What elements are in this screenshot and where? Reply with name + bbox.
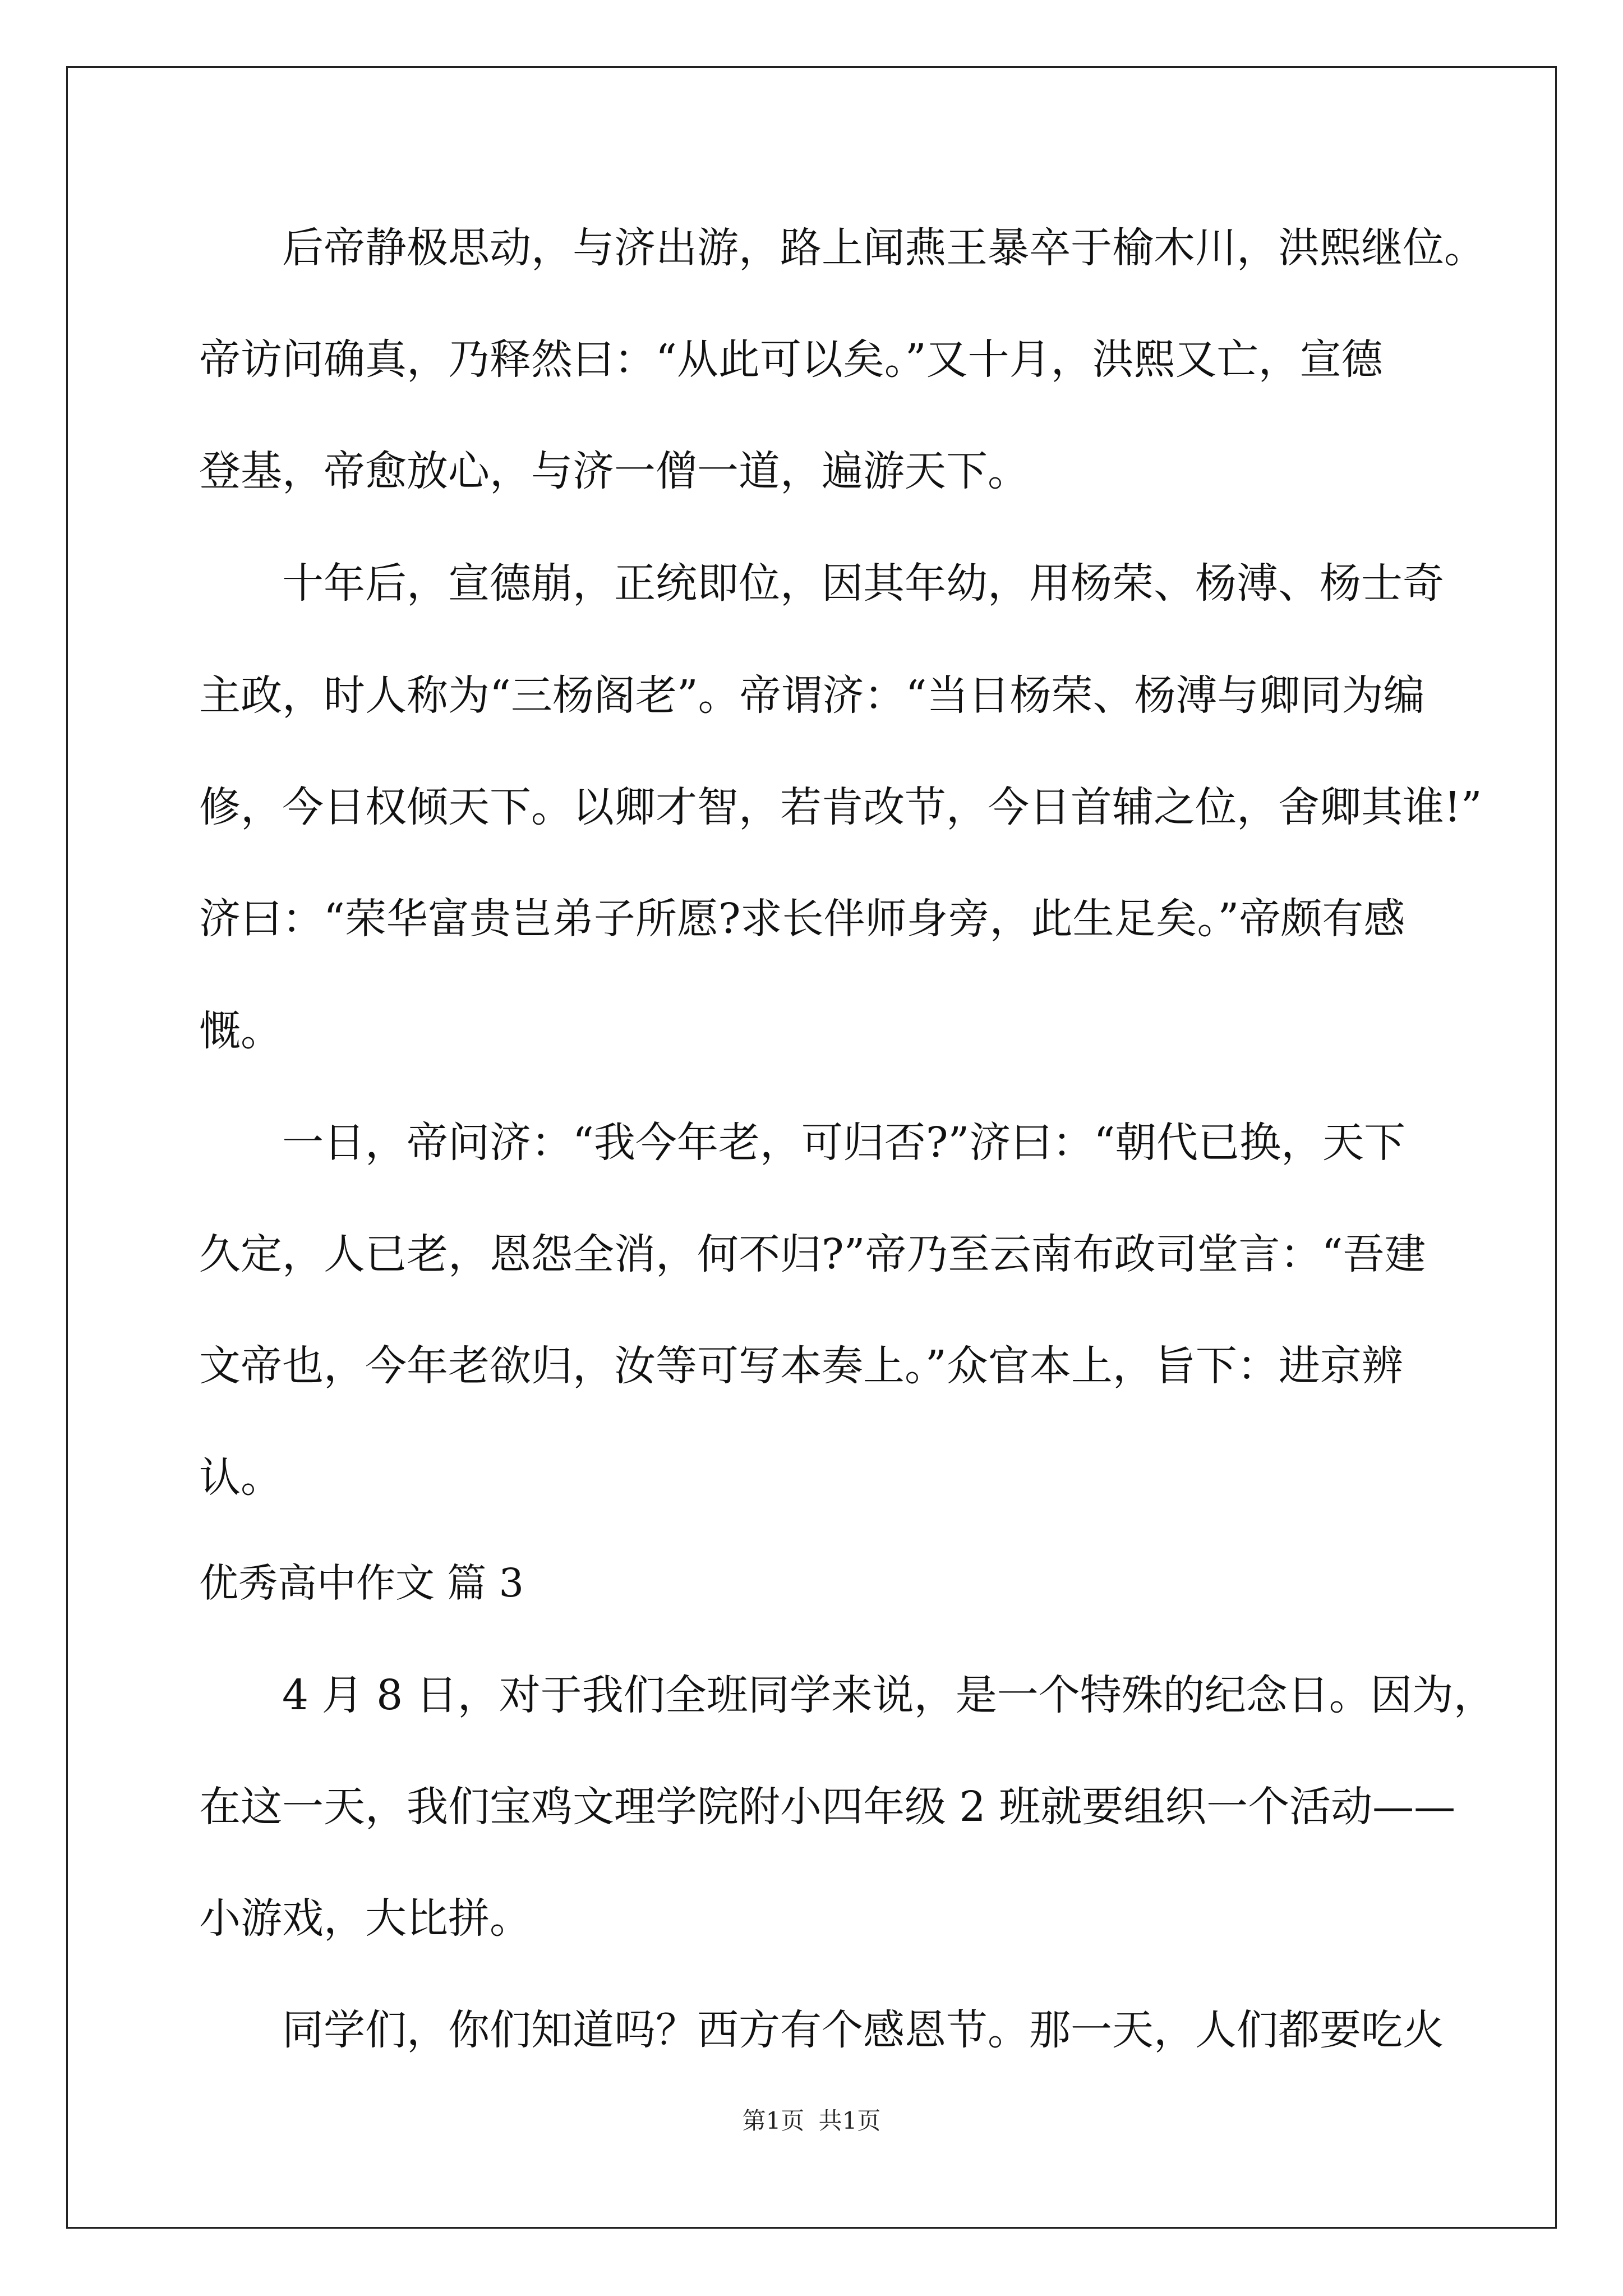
text-line: 在这一天，我们宝鸡文理学院附小四年级 2 班就要组织一个活动—— (199, 1783, 1456, 1831)
text-line: 济曰：“荣华富贵岂弟子所愿?求长伴师身旁，此生足矣。”帝颇有感 (199, 895, 1405, 943)
page-footer (0, 2109, 1623, 2133)
text-line: 主政，时人称为“三杨阁老”。帝谓济：“当日杨荣、杨溥与卿同为编 (199, 671, 1425, 720)
text-line: 登基，帝愈放心，与济一僧一道，遍游天下。 (199, 447, 1029, 495)
text-line: 帝访问确真，乃释然曰：“从此可以矣。”又十月，洪熙又亡，宣德 (199, 335, 1383, 384)
text-line: 一日，帝问济：“我今年老，可归否?”济曰：“朝代已换，天下 (282, 1119, 1406, 1167)
text-line: 后帝静极思动，与济出游，路上闻燕王暴卒于榆木川，洪熙继位。 (282, 224, 1486, 272)
text-line: 认。 (199, 1453, 282, 1502)
section-heading: 优秀高中作文 篇 3 (199, 1560, 524, 1606)
text-line: 十年后，宣德崩，正统即位，因其年幼，用杨荣、杨溥、杨士奇 (282, 559, 1444, 608)
text-line: 同学们，你们知道吗？西方有个感恩节。那一天，人们都要吃火 (282, 2006, 1444, 2054)
text-line: 修，今日权倾天下。以卿才智，若肯改节，今日首辅之位，舍卿其谁!” (199, 783, 1482, 831)
text-line: 久定，人已老，恩怨全消，何不归?”帝乃至云南布政司堂言：“吾建 (199, 1230, 1426, 1278)
text-line: 文帝也，今年老欲归，汝等可写本奏上。”众官本上，旨下：进京辨 (199, 1342, 1403, 1390)
page-number: 第1页 (742, 2107, 805, 2134)
text-line: 小游戏，大比拼。 (199, 1894, 531, 1943)
page-total: 共1页 (818, 2107, 881, 2134)
text-line: 慨。 (199, 1007, 282, 1055)
text-line: 4 月 8 日，对于我们全班同学来说，是一个特殊的纪念日。因为， (282, 1671, 1495, 1719)
